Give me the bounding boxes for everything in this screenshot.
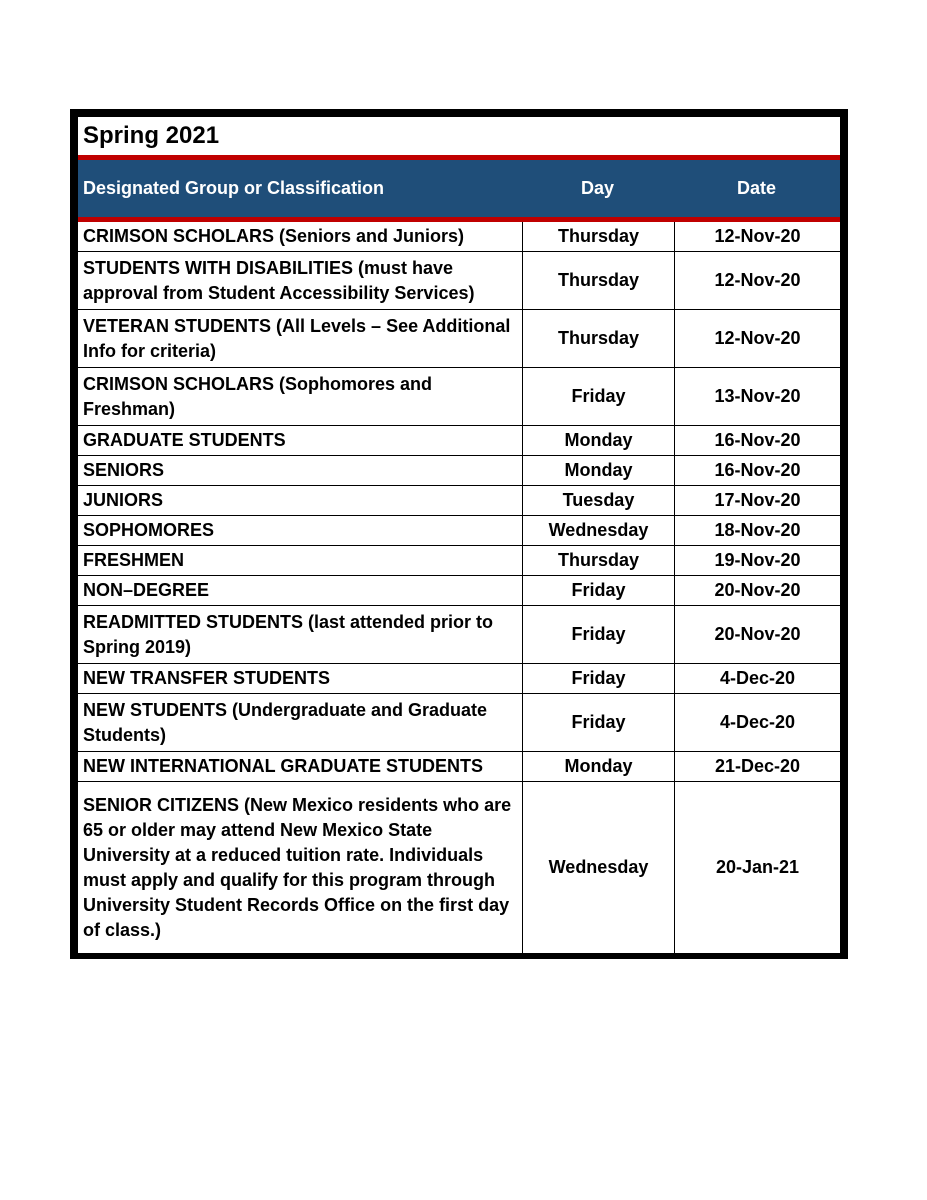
- row-group-cell: VETERAN STUDENTS (All Levels – See Additional Info for criteria): [78, 310, 523, 368]
- row-day-cell: Thursday: [523, 310, 675, 368]
- row-date-cell: 16-Nov-20: [675, 456, 841, 486]
- row-group-cell: SOPHOMORES: [78, 516, 523, 546]
- row-group-cell: GRADUATE STUDENTS: [78, 426, 523, 456]
- page-title: Spring 2021: [78, 117, 840, 155]
- row-date-cell: 20-Jan-21: [675, 782, 841, 954]
- row-group-cell: SENIORS: [78, 456, 523, 486]
- header-group: Designated Group or Classification: [83, 178, 385, 198]
- table-row: [78, 546, 840, 576]
- row-date-cell: 4-Dec-20: [675, 694, 841, 752]
- table-row: [78, 752, 840, 782]
- row-group-cell: NEW TRANSFER STUDENTS: [78, 664, 523, 694]
- schedule-table: [78, 222, 840, 954]
- table-row: [78, 368, 840, 426]
- header-day: Day: [580, 178, 615, 198]
- row-day-cell: Monday: [523, 426, 675, 456]
- row-day-cell: Friday: [523, 576, 675, 606]
- row-day-cell: Monday: [523, 456, 675, 486]
- header-date: Date: [736, 178, 776, 198]
- row-day-cell: Friday: [523, 368, 675, 426]
- row-date-cell: 18-Nov-20: [675, 516, 841, 546]
- row-date-cell: 12-Nov-20: [675, 310, 841, 368]
- table-row: [78, 782, 840, 954]
- table-row: [78, 606, 840, 664]
- row-date-cell: 12-Nov-20: [675, 252, 841, 310]
- table-row: [78, 426, 840, 456]
- schedule-body: [78, 222, 840, 954]
- table-row: [78, 456, 840, 486]
- row-date-cell: 20-Nov-20: [675, 576, 841, 606]
- row-day-cell: Friday: [523, 606, 675, 664]
- row-day-cell: Wednesday: [523, 782, 675, 954]
- table-row: [78, 252, 840, 310]
- row-group-cell: READMITTED STUDENTS (last attended prior to Spring 2019): [78, 606, 523, 664]
- row-day-cell: Thursday: [523, 222, 675, 252]
- row-group-cell: NEW INTERNATIONAL GRADUATE STUDENTS: [78, 752, 523, 782]
- table-row: [78, 486, 840, 516]
- row-day-cell: Friday: [523, 694, 675, 752]
- row-group-cell: CRIMSON SCHOLARS (Seniors and Juniors): [78, 222, 523, 252]
- row-day-cell: Tuesday: [523, 486, 675, 516]
- table-row: [78, 664, 840, 694]
- table-row: [78, 222, 840, 252]
- row-group-cell: JUNIORS: [78, 486, 523, 516]
- row-group-cell: SENIOR CITIZENS (New Mexico residents who are 65 or older may attend New Mexico State University at a reduced tuition rate. Individuals must apply and qualify for this program through University Student Records Office on the first day of class.): [78, 782, 523, 954]
- row-day-cell: Friday: [523, 664, 675, 694]
- row-day-cell: Wednesday: [523, 516, 675, 546]
- table-row: [78, 576, 840, 606]
- row-group-cell: NEW STUDENTS (Undergraduate and Graduate Students): [78, 694, 523, 752]
- row-date-cell: 16-Nov-20: [675, 426, 841, 456]
- table-row: [78, 516, 840, 546]
- row-group-cell: NON–DEGREE: [78, 576, 523, 606]
- schedule-frame: [70, 109, 848, 959]
- row-date-cell: 4-Dec-20: [675, 664, 841, 694]
- row-date-cell: 13-Nov-20: [675, 368, 841, 426]
- table-row: [78, 310, 840, 368]
- row-date-cell: 21-Dec-20: [675, 752, 841, 782]
- table-row: [78, 694, 840, 752]
- row-date-cell: 12-Nov-20: [675, 222, 841, 252]
- row-date-cell: 20-Nov-20: [675, 606, 841, 664]
- schedule-inner: [78, 117, 840, 951]
- table-header: [78, 160, 840, 217]
- row-day-cell: Thursday: [523, 252, 675, 310]
- row-group-cell: CRIMSON SCHOLARS (Sophomores and Freshman): [78, 368, 523, 426]
- row-day-cell: Monday: [523, 752, 675, 782]
- row-day-cell: Thursday: [523, 546, 675, 576]
- row-group-cell: FRESHMEN: [78, 546, 523, 576]
- row-group-cell: STUDENTS WITH DISABILITIES (must have approval from Student Accessibility Services): [78, 252, 523, 310]
- row-date-cell: 17-Nov-20: [675, 486, 841, 516]
- row-date-cell: 19-Nov-20: [675, 546, 841, 576]
